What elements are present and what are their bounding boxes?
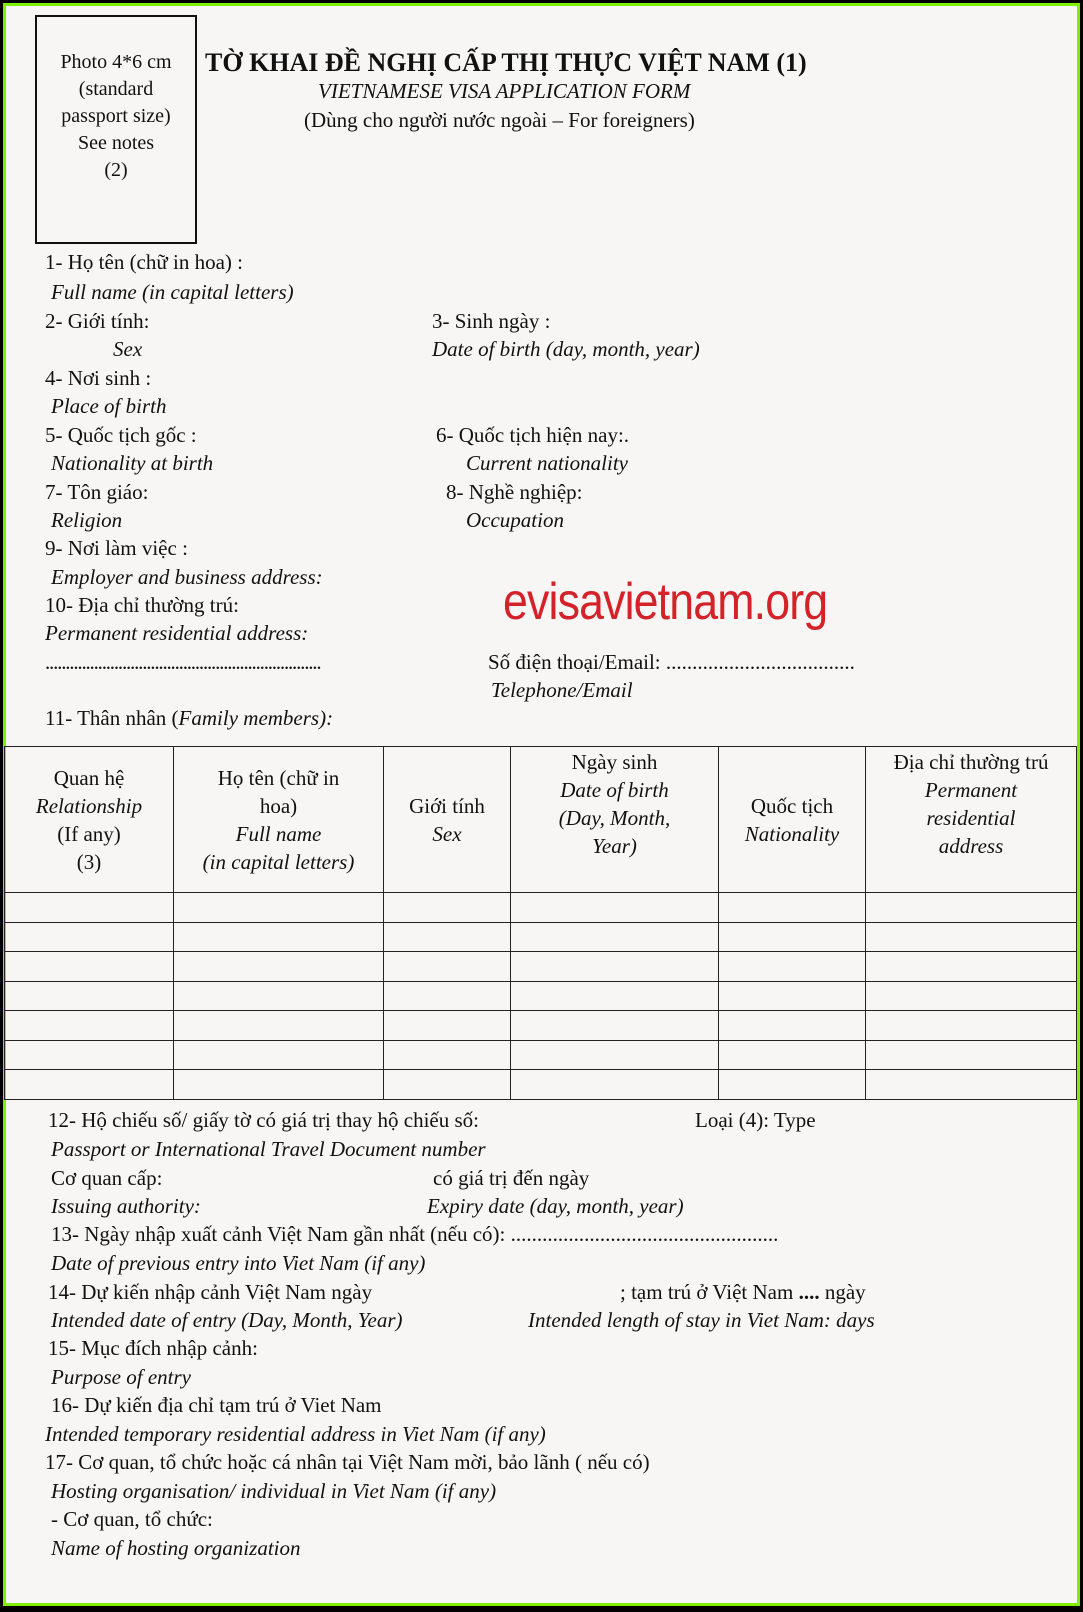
cell-sex[interactable] bbox=[384, 1040, 511, 1070]
hosting-org-label-en: Name of hosting organization bbox=[51, 1536, 301, 1560]
field-14-stay-label-en: Intended length of stay in Viet Nam: days bbox=[528, 1308, 875, 1332]
cell-address[interactable] bbox=[866, 893, 1077, 923]
cell-date-of-birth[interactable] bbox=[511, 922, 719, 952]
cell-sex[interactable] bbox=[384, 1070, 511, 1100]
cell-sex[interactable] bbox=[384, 981, 511, 1011]
photo-placeholder-box[interactable] bbox=[35, 15, 197, 244]
field-14-stay-label-vi bbox=[620, 1282, 866, 1303]
cell-date-of-birth[interactable] bbox=[511, 1040, 719, 1070]
field-9-label-vi: 9- Nơi làm việc : bbox=[45, 536, 188, 560]
field-3-label-vi: 3- Sinh ngày : bbox=[432, 309, 551, 333]
cell-nationality[interactable] bbox=[719, 1040, 866, 1070]
stay-days-unit: ngày bbox=[824, 1280, 866, 1304]
field-11-label-en: Family members): bbox=[178, 706, 334, 730]
form-title: TỜ KHAI ĐỀ NGHỊ CẤP THỊ THỰC VIỆT NAM (1) bbox=[205, 48, 807, 77]
cell-date-of-birth[interactable] bbox=[511, 1070, 719, 1100]
cell-address[interactable] bbox=[866, 1011, 1077, 1041]
cell-sex[interactable] bbox=[384, 922, 511, 952]
issuing-authority-label-vi: Cơ quan cấp: bbox=[51, 1166, 163, 1190]
table-header-row bbox=[5, 747, 1077, 893]
expiry-date-label-en: Expiry date (day, month, year) bbox=[427, 1194, 684, 1218]
column-header-full-name: Họ tên (chữ in hoa) Full name (in capital letters) bbox=[174, 747, 384, 893]
field-5-label-vi: 5- Quốc tịch gốc : bbox=[45, 423, 197, 447]
form-audience: (Dùng cho người nước ngoài – For foreigners) bbox=[304, 108, 695, 132]
cell-relationship[interactable] bbox=[5, 922, 174, 952]
field-15-label-vi: 15- Mục đích nhập cảnh: bbox=[48, 1336, 258, 1360]
cell-address[interactable] bbox=[866, 922, 1077, 952]
cell-full-name[interactable] bbox=[174, 952, 384, 982]
photo-line: Photo 4*6 cm bbox=[60, 51, 172, 73]
form-subtitle: VIETNAMESE VISA APPLICATION FORM bbox=[318, 79, 691, 103]
photo-line: (2) bbox=[104, 159, 128, 181]
field-2-label-en: Sex bbox=[113, 337, 143, 361]
column-header-permanent-address: Địa chỉ thường trú Permanent residential address bbox=[866, 747, 1077, 893]
column-header-sex: Giới tính Sex bbox=[384, 747, 511, 893]
field-13-label-en: Date of previous entry into Viet Nam (if any) bbox=[51, 1251, 426, 1275]
cell-sex[interactable] bbox=[384, 893, 511, 923]
cell-nationality[interactable] bbox=[719, 1011, 866, 1041]
cell-full-name[interactable] bbox=[174, 922, 384, 952]
field-5-label-en: Nationality at birth bbox=[51, 451, 214, 475]
photo-line: passport size) bbox=[61, 105, 171, 127]
cell-date-of-birth[interactable] bbox=[511, 893, 719, 923]
cell-sex[interactable] bbox=[384, 952, 511, 982]
cell-date-of-birth[interactable] bbox=[511, 952, 719, 982]
cell-relationship[interactable] bbox=[5, 952, 174, 982]
table-row bbox=[5, 1040, 1077, 1070]
cell-relationship[interactable] bbox=[5, 893, 174, 923]
table-row bbox=[5, 1011, 1077, 1041]
cell-nationality[interactable] bbox=[719, 893, 866, 923]
expiry-date-label-vi: có giá trị đến ngày bbox=[433, 1166, 590, 1190]
field-1-label-vi: 1- Họ tên (chữ in hoa) : bbox=[45, 250, 243, 274]
field-10-label-en: Permanent residential address: bbox=[45, 621, 309, 645]
field-3-label-en: Date of birth (day, month, year) bbox=[432, 337, 700, 361]
field-6-label-vi: 6- Quốc tịch hiện nay:. bbox=[436, 423, 630, 447]
cell-nationality[interactable] bbox=[719, 981, 866, 1011]
table-row bbox=[5, 922, 1077, 952]
field-1-label-en: Full name (in capital letters) bbox=[51, 280, 294, 304]
cell-nationality[interactable] bbox=[719, 952, 866, 982]
cell-sex[interactable] bbox=[384, 1011, 511, 1041]
cell-full-name[interactable] bbox=[174, 1040, 384, 1070]
table-row bbox=[5, 952, 1077, 982]
field-17-label-en: Hosting organisation/ individual in Viet Nam (if any) bbox=[51, 1479, 497, 1503]
field-16-label-en: Intended temporary residential address in Viet Nam (if any) bbox=[45, 1422, 546, 1446]
table-row bbox=[5, 1070, 1077, 1100]
cell-full-name[interactable] bbox=[174, 893, 384, 923]
cell-full-name[interactable] bbox=[174, 981, 384, 1011]
table-row bbox=[5, 981, 1077, 1011]
phone-email-label-vi: Số điện thoại/Email: .................................... bbox=[488, 650, 855, 674]
field-7-label-vi: 7- Tôn giáo: bbox=[45, 480, 149, 504]
family-members-table bbox=[4, 746, 1077, 1100]
table-row bbox=[5, 893, 1077, 923]
field-12-type-label: Loại (4): Type bbox=[695, 1108, 816, 1132]
field-12-label-en: Passport or International Travel Document number bbox=[51, 1137, 486, 1161]
field-10-label-vi: 10- Địa chỉ thường trú: bbox=[45, 593, 239, 617]
field-17-label-vi: 17- Cơ quan, tổ chức hoặc cá nhân tại Việt Nam mời, bảo lãnh ( nếu có) bbox=[45, 1450, 650, 1474]
column-header-relationship: Quan hệ Relationship (If any) (3) bbox=[5, 747, 174, 893]
cell-relationship[interactable] bbox=[5, 981, 174, 1011]
field-8-label-vi: 8- Nghề nghiệp: bbox=[446, 480, 583, 504]
watermark-logo: evisavietnam.org bbox=[503, 573, 828, 631]
column-header-nationality: Quốc tịch Nationality bbox=[719, 747, 866, 893]
hosting-org-label-vi: - Cơ quan, tổ chức: bbox=[51, 1507, 213, 1531]
field-6-label-en: Current nationality bbox=[466, 451, 628, 475]
cell-full-name[interactable] bbox=[174, 1011, 384, 1041]
stay-label-text: ; tạm trú ở Việt Nam bbox=[620, 1280, 794, 1304]
field-11-label bbox=[45, 708, 333, 729]
cell-relationship[interactable] bbox=[5, 1070, 174, 1100]
cell-relationship[interactable] bbox=[5, 1040, 174, 1070]
cell-address[interactable] bbox=[866, 1070, 1077, 1100]
cell-address[interactable] bbox=[866, 952, 1077, 982]
stay-days-dots[interactable]: .... bbox=[798, 1280, 820, 1304]
field-2-label-vi: 2- Giới tính: bbox=[45, 309, 150, 333]
cell-nationality[interactable] bbox=[719, 1070, 866, 1100]
cell-nationality[interactable] bbox=[719, 922, 866, 952]
field-11-label-vi: 11- Thân nhân ( bbox=[45, 706, 179, 730]
phone-email-label-en: Telephone/Email bbox=[491, 678, 633, 702]
field-9-label-en: Employer and business address: bbox=[51, 565, 323, 589]
cell-relationship[interactable] bbox=[5, 1011, 174, 1041]
field-8-label-en: Occupation bbox=[466, 508, 564, 532]
field-16-label-vi: 16- Dự kiến địa chỉ tạm trú ở Viet Nam bbox=[51, 1393, 382, 1417]
field-13-label-vi: 13- Ngày nhập xuất cảnh Việt Nam gần nhất (nếu có): ................................................... bbox=[51, 1222, 779, 1246]
field-4-label-en: Place of birth bbox=[51, 394, 167, 418]
field-15-label-en: Purpose of entry bbox=[51, 1365, 191, 1389]
field-12-label-vi: 12- Hộ chiếu số/ giấy tờ có giá trị thay hộ chiếu số: bbox=[48, 1108, 480, 1132]
field-10-dotted-line[interactable]: .................................................................... bbox=[45, 650, 321, 674]
field-14-label-en: Intended date of entry (Day, Month, Year) bbox=[51, 1308, 403, 1332]
photo-line: (standard bbox=[78, 78, 154, 100]
cell-address[interactable] bbox=[866, 1040, 1077, 1070]
cell-date-of-birth[interactable] bbox=[511, 981, 719, 1011]
photo-line: See notes bbox=[77, 132, 155, 154]
field-7-label-en: Religion bbox=[51, 508, 123, 532]
field-14-label-vi: 14- Dự kiến nhập cảnh Việt Nam ngày bbox=[48, 1280, 373, 1304]
issuing-authority-label-en: Issuing authority: bbox=[51, 1194, 201, 1218]
cell-date-of-birth[interactable] bbox=[511, 1011, 719, 1041]
field-4-label-vi: 4- Nơi sinh : bbox=[45, 366, 152, 390]
cell-address[interactable] bbox=[866, 981, 1077, 1011]
cell-full-name[interactable] bbox=[174, 1070, 384, 1100]
column-header-date-of-birth: Ngày sinh Date of birth (Day, Month, Year) bbox=[511, 747, 719, 893]
